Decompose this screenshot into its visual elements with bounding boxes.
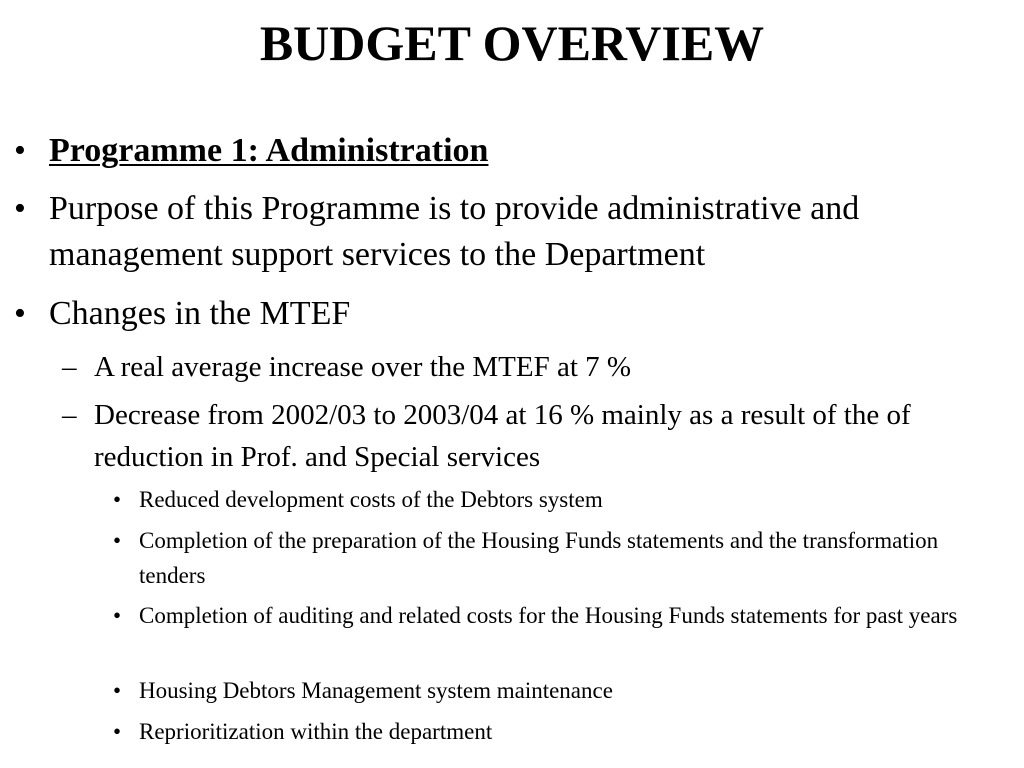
bullet-marker: • [113,487,122,512]
bullet-marker: • [14,295,26,332]
bullet-marker: • [14,132,26,169]
sub-sub-bullet-text: Reprioritization within the department [139,719,493,744]
sub-bullet-text: A real average increase over the MTEF at 7 % [94,351,632,383]
sub-sub-bullet-text: Completion of the preparation of the Housing Funds statements and the transformation tenders [139,528,939,588]
bullet-text: Purpose of this Programme is to provide administrative and management support services to the Department [49,190,860,273]
sub-bullet-text: Decrease from 2002/03 to 2003/04 at 16 % mainly as a result of the of reduction in Prof. and Special services [94,399,911,473]
bullet-marker: • [14,190,26,227]
slide-title: BUDGET OVERVIEW [259,15,765,71]
dash-marker: – [62,351,77,383]
programme-heading: Programme 1: Administration [49,132,489,169]
dash-marker: – [62,399,77,431]
bullet-marker: • [113,719,122,744]
sub-sub-bullet-text: Completion of auditing and related costs for the Housing Funds statements for past years [139,603,958,628]
bullet-marker: • [113,603,122,628]
bullet-marker: • [113,528,122,553]
sub-sub-bullet-text: Reduced development costs of the Debtors system [139,487,603,512]
sub-sub-bullet-text: Housing Debtors Management system maintenance [139,678,613,703]
bullet-marker: • [113,678,122,703]
bullet-text: Changes in the MTEF [49,295,351,332]
